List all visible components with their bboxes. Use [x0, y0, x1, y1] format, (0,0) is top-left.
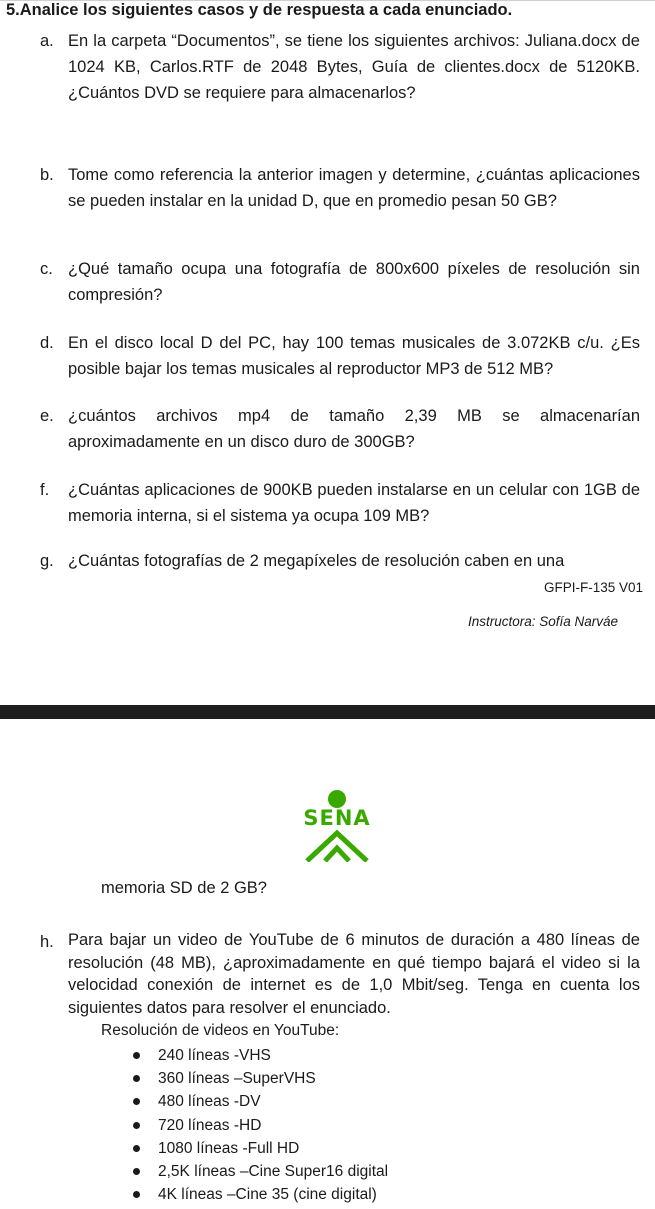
question-a [40, 28, 640, 106]
logo-text: SENA [303, 806, 371, 830]
bullet-icon [133, 1191, 140, 1198]
question-text: En el disco local D del PC, hay 100 temas musicales de 3.072KB c/u. ¿Es posible bajar los temas musicales al reproductor MP3 de 512 MB? [68, 334, 640, 378]
question-text: ¿Qué tamaño ocupa una fotografía de 800x600 píxeles de resolución sin compresión? [68, 260, 640, 304]
question-letter: c. [40, 260, 53, 278]
list-item: 1080 líneas -Full HD [133, 1137, 388, 1160]
resolutions-list [133, 1044, 388, 1206]
question-text: ¿Cuántas fotografías de 2 megapíxeles de resolución caben en una [68, 552, 565, 570]
list-item: 4K líneas –Cine 35 (cine digital) [133, 1183, 388, 1206]
list-item: 2,5K líneas –Cine Super16 digital [133, 1160, 388, 1183]
exercise-heading: 5.Analice los siguientes casos y de respuesta a cada enunciado. [6, 1, 513, 19]
logo-chevron-icon [303, 830, 371, 862]
question-text: ¿cuántos archivos mp4 de tamaño 2,39 MB se almacenarían aproximadamente en un disco duro de 300GB? [68, 407, 640, 451]
question-text: Tome como referencia la anterior imagen y determine, ¿cuántas aplicaciones se pueden instalar en la unidad D, que en promedio pesan 50 GB? [68, 166, 640, 210]
bullet-icon [133, 1052, 140, 1059]
form-code: GFPI-F-135 V01 [543, 580, 643, 595]
bullet-icon [133, 1098, 140, 1105]
question-f [40, 477, 640, 529]
resolutions-title: Resolución de videos en YouTube: [101, 1022, 340, 1039]
bullet-icon [133, 1168, 140, 1175]
question-letter: f. [40, 481, 50, 499]
question-e [40, 403, 640, 455]
instructor-name: Instructora: Sofía Narváe [468, 614, 619, 629]
list-item: 360 líneas –SuperVHS [133, 1067, 388, 1090]
bullet-icon [133, 1075, 140, 1082]
question-text: ¿Cuántas aplicaciones de 900KB pueden instalarse en un celular con 1GB de memoria interna, si el sistema ya ocupa 109 MB? [68, 481, 640, 525]
question-letter: b. [40, 166, 54, 184]
question-text: Para bajar un video de YouTube de 6 minutos de duración a 480 líneas de resolución (48 MB), ¿aproximadamente en qué tiempo bajará el video si la velocidad conexión de internet es de 1,0 Mbit/seg. Tenga en cuenta los siguientes datos para resolver el enunciado. [68, 931, 640, 1017]
list-item: 480 líneas -DV [133, 1090, 388, 1113]
question-g [40, 548, 640, 574]
question-c [40, 256, 640, 308]
sena-logo [295, 790, 379, 864]
bullet-icon [133, 1122, 140, 1129]
question-g-continuation: memoria SD de 2 GB? [101, 879, 267, 897]
question-letter: e. [40, 407, 54, 425]
bullet-icon [133, 1145, 140, 1152]
question-letter: a. [40, 32, 54, 50]
question-letter: d. [40, 334, 54, 352]
question-d [40, 330, 640, 382]
question-text: En la carpeta “Documentos”, se tiene los siguientes archivos: Juliana.docx de 1024 KB, Carlos.RTF de 2048 Bytes, Guía de clientes.docx de 5120KB. ¿Cuántos DVD se requiere para almacenarlos? [68, 32, 640, 102]
question-h [40, 929, 640, 1019]
question-b [40, 162, 640, 214]
list-item: 240 líneas -VHS [133, 1044, 388, 1067]
list-item: 720 líneas -HD [133, 1114, 388, 1137]
question-letter: g. [40, 552, 54, 570]
page-break-bar [0, 705, 655, 719]
question-letter: h. [40, 933, 54, 951]
